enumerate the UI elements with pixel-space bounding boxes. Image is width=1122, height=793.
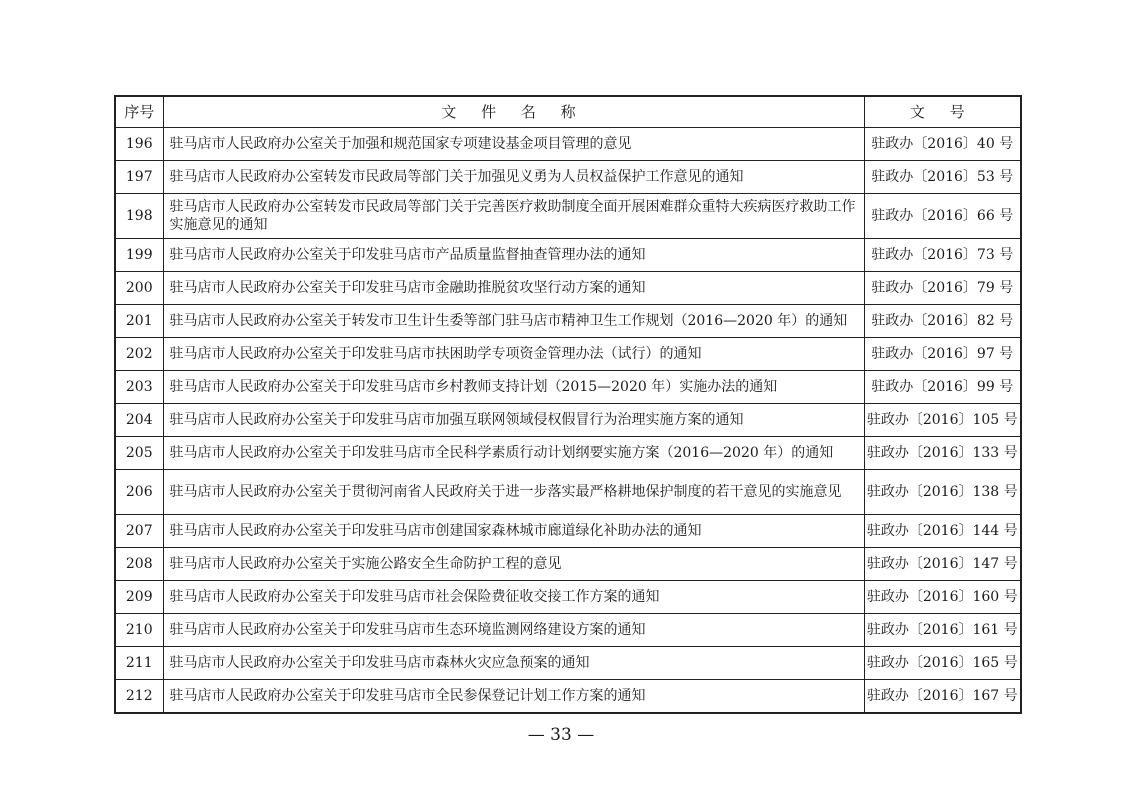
row-document-title: 驻马店市人民政府办公室关于印发驻马店市加强互联网领域侵权假冒行为治理实施方案的通知 — [163, 404, 864, 437]
table-row — [115, 128, 1021, 161]
row-serial-number: 199 — [115, 239, 163, 272]
row-document-title: 驻马店市人民政府办公室关于加强和规范国家专项建设基金项目管理的意见 — [163, 128, 864, 161]
row-document-title: 驻马店市人民政府办公室关于印发驻马店市扶困助学专项资金管理办法（试行）的通知 — [163, 338, 864, 371]
row-serial-number: 207 — [115, 515, 163, 548]
row-document-code: 驻政办〔2016〕66 号 — [864, 194, 1021, 239]
table-row — [115, 239, 1021, 272]
page-number: — 33 — — [527, 725, 595, 745]
table-row — [115, 371, 1021, 404]
table-row — [115, 404, 1021, 437]
table-row — [115, 647, 1021, 680]
row-document-code: 驻政办〔2016〕79 号 — [864, 272, 1021, 305]
document-list-table — [114, 95, 1022, 714]
header-document-code: 文 号 — [864, 96, 1021, 128]
table-row — [115, 581, 1021, 614]
row-serial-number: 210 — [115, 614, 163, 647]
row-document-code: 驻政办〔2016〕97 号 — [864, 338, 1021, 371]
row-document-code: 驻政办〔2016〕144 号 — [864, 515, 1021, 548]
row-serial-number: 200 — [115, 272, 163, 305]
row-document-title: 驻马店市人民政府办公室转发市民政局等部门关于完善医疗救助制度全面开展困难群众重特大疾病医疗救助工作实施意见的通知 — [163, 194, 864, 239]
row-document-title: 驻马店市人民政府办公室关于印发驻马店市产品质量监督抽查管理办法的通知 — [163, 239, 864, 272]
row-serial-number: 208 — [115, 548, 163, 581]
row-serial-number: 203 — [115, 371, 163, 404]
table-row — [115, 305, 1021, 338]
row-document-code: 驻政办〔2016〕105 号 — [864, 404, 1021, 437]
row-document-title: 驻马店市人民政府办公室关于印发驻马店市社会保险费征收交接工作方案的通知 — [163, 581, 864, 614]
table-row — [115, 272, 1021, 305]
row-document-title: 驻马店市人民政府办公室关于印发驻马店市创建国家森林城市廊道绿化补助办法的通知 — [163, 515, 864, 548]
row-document-code: 驻政办〔2016〕138 号 — [864, 470, 1021, 515]
row-serial-number: 212 — [115, 680, 163, 714]
row-document-code: 驻政办〔2016〕53 号 — [864, 161, 1021, 194]
row-document-title: 驻马店市人民政府办公室关于印发驻马店市森林火灾应急预案的通知 — [163, 647, 864, 680]
row-document-title: 驻马店市人民政府办公室关于贯彻河南省人民政府关于进一步落实最严格耕地保护制度的若干意见的实施意见 — [163, 470, 864, 515]
table-row — [115, 161, 1021, 194]
row-document-code: 驻政办〔2016〕73 号 — [864, 239, 1021, 272]
row-document-title: 驻马店市人民政府办公室关于转发市卫生计生委等部门驻马店市精神卫生工作规划（2016—2020 年）的通知 — [163, 305, 864, 338]
row-document-title: 驻马店市人民政府办公室关于实施公路安全生命防护工程的意见 — [163, 548, 864, 581]
row-serial-number: 204 — [115, 404, 163, 437]
row-serial-number: 205 — [115, 437, 163, 470]
row-serial-number: 198 — [115, 194, 163, 239]
row-document-title: 驻马店市人民政府办公室关于印发驻马店市全民参保登记计划工作方案的通知 — [163, 680, 864, 714]
row-serial-number: 196 — [115, 128, 163, 161]
table-row — [115, 470, 1021, 515]
row-document-code: 驻政办〔2016〕40 号 — [864, 128, 1021, 161]
row-document-title: 驻马店市人民政府办公室关于印发驻马店市全民科学素质行动计划纲要实施方案（2016—2020 年）的通知 — [163, 437, 864, 470]
row-document-title: 驻马店市人民政府办公室关于印发驻马店市乡村教师支持计划（2015—2020 年）实施办法的通知 — [163, 371, 864, 404]
row-document-title: 驻马店市人民政府办公室关于印发驻马店市生态环境监测网络建设方案的通知 — [163, 614, 864, 647]
row-serial-number: 206 — [115, 470, 163, 515]
header-document-title: 文 件 名 称 — [163, 96, 864, 128]
table-row — [115, 680, 1021, 714]
table-row — [115, 437, 1021, 470]
row-document-title: 驻马店市人民政府办公室转发市民政局等部门关于加强见义勇为人员权益保护工作意见的通知 — [163, 161, 864, 194]
table-header-row — [115, 96, 1021, 128]
header-serial-number: 序号 — [115, 96, 163, 128]
row-document-code: 驻政办〔2016〕82 号 — [864, 305, 1021, 338]
row-serial-number: 202 — [115, 338, 163, 371]
table-row — [115, 338, 1021, 371]
row-document-code: 驻政办〔2016〕161 号 — [864, 614, 1021, 647]
table-row — [115, 548, 1021, 581]
table-row — [115, 194, 1021, 239]
row-serial-number: 211 — [115, 647, 163, 680]
row-document-code: 驻政办〔2016〕99 号 — [864, 371, 1021, 404]
row-serial-number: 209 — [115, 581, 163, 614]
row-document-code: 驻政办〔2016〕147 号 — [864, 548, 1021, 581]
row-document-code: 驻政办〔2016〕167 号 — [864, 680, 1021, 714]
row-document-code: 驻政办〔2016〕160 号 — [864, 581, 1021, 614]
row-serial-number: 201 — [115, 305, 163, 338]
table-row — [115, 515, 1021, 548]
table-row — [115, 614, 1021, 647]
row-document-title: 驻马店市人民政府办公室关于印发驻马店市金融助推脱贫攻坚行动方案的通知 — [163, 272, 864, 305]
row-document-code: 驻政办〔2016〕165 号 — [864, 647, 1021, 680]
row-serial-number: 197 — [115, 161, 163, 194]
row-document-code: 驻政办〔2016〕133 号 — [864, 437, 1021, 470]
